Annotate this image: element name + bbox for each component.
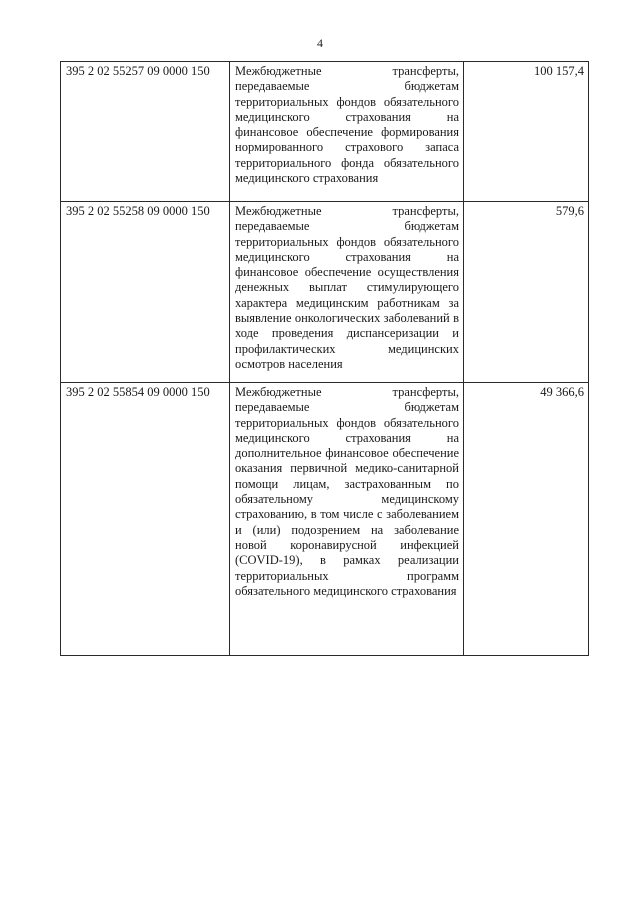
table-row [61,62,589,202]
budget-classification-code: 395 2 02 55854 09 0000 150 [61,383,230,656]
transfer-description [230,383,464,656]
budget-transfers-table [60,61,589,656]
budget-classification-code: 395 2 02 55257 09 0000 150 [61,62,230,202]
table-row [61,383,589,656]
transfer-description [230,202,464,383]
transfer-amount: 100 157,4 [464,62,589,202]
transfer-description [230,62,464,202]
transfer-amount: 579,6 [464,202,589,383]
transfer-description-text: Межбюджетные трансферты, передаваемые бюджетам территориальных фондов обязательного медицинского страхования на дополнительное финансовое обеспечение оказания первичной медико-санитарной помощи лицам, застрахованным по обязательному медицинскому страхованию, в том числе с заболеванием и (или) подозрением на заболевание новой коронавирусной инфекцией (COVID-19), в рамках реализации территориальных программ обязательного медицинского страхования [235,385,459,598]
page-number: 4 [317,36,323,50]
transfer-description-text: Межбюджетные трансферты, передаваемые бюджетам территориальных фондов обязательного медицинского страхования на финансовое обеспечение осуществления денежных выплат стимулирующего характера медицинским работникам за выявление онкологических заболеваний в ходе проведения диспансеризации и профилактических медицинских осмотров населения [235,204,459,371]
table-row [61,202,589,383]
transfer-amount: 49 366,6 [464,383,589,656]
budget-classification-code: 395 2 02 55258 09 0000 150 [61,202,230,383]
transfer-description-text: Межбюджетные трансферты, передаваемые бюджетам территориальных фондов обязательного медицинского страхования на финансовое обеспечение формирования нормированного страхового запаса территориального фонда обязательного медицинского страхования [235,64,459,186]
